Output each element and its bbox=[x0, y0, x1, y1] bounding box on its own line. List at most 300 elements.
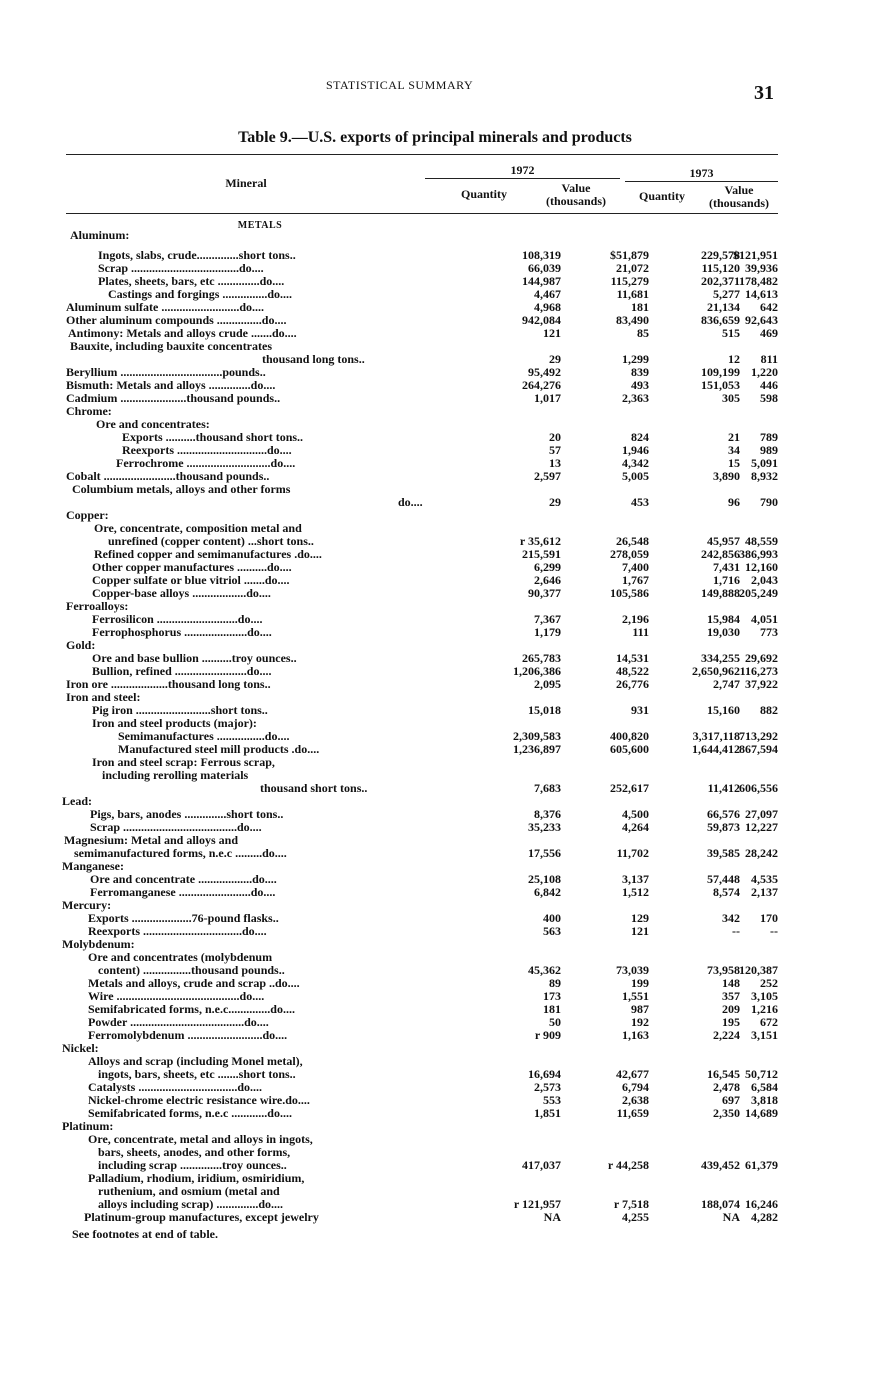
mineral-label: Ferrochrome ............................do.... bbox=[116, 456, 296, 470]
value-1973-cell: 598 bbox=[760, 391, 778, 405]
value-1973-cell: 8,932 bbox=[751, 469, 778, 483]
mineral-label: Bauxite, including bauxite concentrates bbox=[70, 339, 273, 353]
mineral-label: Copper: bbox=[66, 508, 109, 522]
table-row bbox=[62, 847, 778, 860]
quantity-1972-cell: 942,084 bbox=[522, 313, 561, 327]
quantity-1972-cell: 563 bbox=[543, 924, 561, 938]
quantity-1973-cell: 96 bbox=[728, 495, 740, 509]
value-1973-cell: 3,105 bbox=[751, 989, 778, 1003]
mineral-label: Ferrosilicon ...........................do.... bbox=[92, 612, 263, 626]
mineral-label: Plates, sheets, bars, etc ..............do.... bbox=[98, 274, 285, 288]
quantity-1973-cell: 2,224 bbox=[713, 1028, 740, 1042]
mineral-label: Exports ....................76-pound flasks.. bbox=[88, 911, 279, 925]
quantity-1972-cell: 2,597 bbox=[534, 469, 561, 483]
value-1973-cell: 1,216 bbox=[751, 1002, 778, 1016]
quantity-1973-cell: 305 bbox=[722, 391, 740, 405]
value-1973-cell: 29,692 bbox=[745, 651, 778, 665]
table-row bbox=[62, 678, 778, 691]
mineral-label: Refined copper and semimanufactures .do.... bbox=[94, 547, 322, 561]
column-header-quantity-1973: Quantity bbox=[638, 189, 685, 203]
quantity-1973-cell: 836,659 bbox=[701, 313, 740, 327]
quantity-1973-cell: 148 bbox=[722, 976, 740, 990]
mineral-label: Bismuth: Metals and alloys ..............do.... bbox=[66, 378, 276, 392]
value-1973-cell: 386,993 bbox=[739, 547, 778, 561]
value-1973-cell: 713,292 bbox=[739, 729, 778, 743]
value-1973-cell: 14,613 bbox=[745, 287, 778, 301]
mineral-label: Gold: bbox=[66, 638, 96, 652]
table-row bbox=[62, 782, 778, 795]
mineral-label: Lead: bbox=[62, 794, 92, 808]
quantity-1973-cell: NA bbox=[722, 1210, 740, 1224]
quantity-1972-cell: 181 bbox=[543, 1002, 561, 1016]
value-1973-cell: 2,043 bbox=[751, 573, 778, 587]
table-row bbox=[62, 392, 778, 405]
mineral-label: Semifabricated forms, n.e.c ............do.... bbox=[88, 1106, 292, 1120]
value-1973-cell: 672 bbox=[760, 1015, 778, 1029]
mineral-label: Ore and concentrates: bbox=[96, 417, 210, 431]
table-row bbox=[62, 769, 778, 782]
table-row bbox=[62, 496, 778, 509]
quantity-1972-cell: r 35,612 bbox=[519, 534, 561, 548]
value-1973-cell: 773 bbox=[760, 625, 778, 639]
value-1972-cell: r 44,258 bbox=[607, 1158, 649, 1172]
value-1972-cell: 199 bbox=[631, 976, 649, 990]
quantity-1973-cell: 16,545 bbox=[707, 1067, 740, 1081]
quantity-1973-cell: 1,716 bbox=[713, 573, 740, 587]
mineral-label: Semimanufactures ................do.... bbox=[118, 729, 290, 743]
mineral-label: Ore, concentrate, composition metal and bbox=[94, 521, 302, 535]
quantity-1972-cell: 20 bbox=[549, 430, 561, 444]
value-1972-cell: 2,196 bbox=[622, 612, 649, 626]
mineral-label: Platinum-group manufactures, except jewelry bbox=[84, 1210, 319, 1224]
quantity-1973-cell: 115,120 bbox=[701, 261, 740, 275]
mineral-label: Ferromanganese ........................do.... bbox=[90, 885, 276, 899]
mineral-label: Aluminum sulfate ..........................do.... bbox=[66, 300, 265, 314]
quantity-1973-cell: 202,371 bbox=[701, 274, 740, 288]
quantity-1972-cell: 8,376 bbox=[534, 807, 561, 821]
value-1973-cell: 4,535 bbox=[751, 872, 778, 886]
value-1972-cell: 21,072 bbox=[616, 261, 649, 275]
quantity-1973-cell: 15,160 bbox=[707, 703, 740, 717]
mineral-label: Magnesium: Metal and alloys and bbox=[64, 833, 239, 847]
quantity-1972-cell: 29 bbox=[549, 495, 561, 509]
quantity-1973-cell: 3,890 bbox=[713, 469, 740, 483]
table-row bbox=[62, 1029, 778, 1042]
value-1972-cell: 129 bbox=[631, 911, 649, 925]
value-1972-cell: 824 bbox=[631, 430, 649, 444]
value-1972-cell: $51,879 bbox=[610, 248, 649, 262]
quantity-1973-cell: 515 bbox=[722, 326, 740, 340]
quantity-1973-cell: 439,452 bbox=[701, 1158, 740, 1172]
column-header-quantity-1972: Quantity bbox=[460, 187, 507, 201]
value-label-line2: (thousands) bbox=[545, 194, 607, 208]
mineral-label: Platinum: bbox=[62, 1119, 114, 1133]
mineral-label: do.... bbox=[398, 495, 423, 509]
value-1973-cell: 178,482 bbox=[739, 274, 778, 288]
mineral-label: Catalysts .................................do.... bbox=[88, 1080, 263, 1094]
value-1972-cell: 4,264 bbox=[622, 820, 649, 834]
value-1973-cell: 867,594 bbox=[739, 742, 778, 756]
value-label-line1: Value bbox=[724, 183, 754, 197]
value-1973-cell: 37,922 bbox=[745, 677, 778, 691]
value-1972-cell: 2,363 bbox=[622, 391, 649, 405]
value-1972-cell: 14,531 bbox=[616, 651, 649, 665]
quantity-1973-cell: 7,431 bbox=[713, 560, 740, 574]
mineral-label: Wire .........................................do.... bbox=[88, 989, 265, 1003]
value-1972-cell: 605,600 bbox=[610, 742, 649, 756]
value-1973-cell: 92,643 bbox=[745, 313, 778, 327]
value-1973-cell: 252 bbox=[760, 976, 778, 990]
mineral-label: Antimony: Metals and alloys crude .......do.... bbox=[68, 326, 297, 340]
value-1972-cell: 6,794 bbox=[622, 1080, 649, 1094]
value-1972-cell: 105,586 bbox=[610, 586, 649, 600]
quantity-1973-cell: 12 bbox=[728, 352, 740, 366]
quantity-1972-cell: 417,037 bbox=[522, 1158, 561, 1172]
value-1973-cell: 48,559 bbox=[745, 534, 778, 548]
mineral-label: Ferrophosphorus .....................do.... bbox=[92, 625, 272, 639]
quantity-1972-cell: r 909 bbox=[534, 1028, 561, 1042]
quantity-1973-cell: 15 bbox=[728, 456, 740, 470]
column-header-value-1973 bbox=[696, 184, 782, 210]
value-1972-cell: 1,767 bbox=[622, 573, 649, 587]
value-1972-cell: 1,946 bbox=[622, 443, 649, 457]
mineral-label: Powder ......................................do.... bbox=[88, 1015, 269, 1029]
mineral-label: Ore and base bullion ..........troy ounces.. bbox=[92, 651, 297, 665]
quantity-1973-cell: 39,585 bbox=[707, 846, 740, 860]
mineral-label: Castings and forgings ...............do.... bbox=[108, 287, 293, 301]
table-top-rule bbox=[66, 154, 778, 155]
quantity-1972-cell: 1,179 bbox=[534, 625, 561, 639]
quantity-1972-cell: 215,591 bbox=[522, 547, 561, 561]
table-row bbox=[62, 1107, 778, 1120]
quantity-1972-cell: 95,492 bbox=[528, 365, 561, 379]
value-1973-cell: 116,273 bbox=[739, 664, 778, 678]
value-1972-cell: r 7,518 bbox=[613, 1197, 649, 1211]
quantity-1972-cell: 16,694 bbox=[528, 1067, 561, 1081]
mineral-label: Beryllium ..................................pounds.. bbox=[66, 365, 266, 379]
quantity-1973-cell: 209 bbox=[722, 1002, 740, 1016]
quantity-1973-cell: 34 bbox=[728, 443, 740, 457]
quantity-1972-cell: r 121,957 bbox=[513, 1197, 561, 1211]
quantity-1972-cell: NA bbox=[543, 1210, 561, 1224]
mineral-label: thousand short tons.. bbox=[260, 781, 368, 795]
quantity-1973-cell: 11,412 bbox=[707, 781, 740, 795]
quantity-1972-cell: 13 bbox=[549, 456, 561, 470]
quantity-1972-cell: 7,683 bbox=[534, 781, 561, 795]
mineral-label: ruthenium, and osmium (metal and bbox=[98, 1184, 280, 1198]
value-1972-cell: 26,776 bbox=[616, 677, 649, 691]
mineral-label: Reexports ..............................do.... bbox=[122, 443, 292, 457]
mineral-label: Semifabricated forms, n.e.c..............do.... bbox=[88, 1002, 295, 1016]
mineral-label: Nickel: bbox=[62, 1041, 99, 1055]
mineral-label: Scrap ......................................do.... bbox=[90, 820, 262, 834]
mineral-label: Iron and steel: bbox=[66, 690, 141, 704]
value-1972-cell: 26,548 bbox=[616, 534, 649, 548]
mineral-label: unrefined (copper content) ...short tons.. bbox=[108, 534, 314, 548]
mineral-label: Iron ore ...................thousand long tons.. bbox=[66, 677, 271, 691]
quantity-1973-cell: 109,199 bbox=[701, 365, 740, 379]
mineral-label: Reexports .................................do.... bbox=[88, 924, 267, 938]
quantity-1973-cell: 66,576 bbox=[707, 807, 740, 821]
value-1973-cell: 28,242 bbox=[745, 846, 778, 860]
value-1973-cell: 469 bbox=[760, 326, 778, 340]
mineral-label: bars, sheets, anodes, and other forms, bbox=[98, 1145, 291, 1159]
mineral-label: Iron and steel scrap: Ferrous scrap, bbox=[92, 755, 275, 769]
quantity-1973-cell: 697 bbox=[722, 1093, 740, 1107]
quantity-1972-cell: 15,018 bbox=[528, 703, 561, 717]
value-1973-cell: 6,584 bbox=[751, 1080, 778, 1094]
value-1973-cell: 27,097 bbox=[745, 807, 778, 821]
quantity-1972-cell: 121 bbox=[543, 326, 561, 340]
value-1973-cell: 882 bbox=[760, 703, 778, 717]
value-1972-cell: 121 bbox=[631, 924, 649, 938]
table-title: Table 9.—U.S. exports of principal minerals and products bbox=[238, 129, 632, 146]
value-1973-cell: 789 bbox=[760, 430, 778, 444]
quantity-1972-cell: 108,319 bbox=[522, 248, 561, 262]
value-1973-cell: 14,689 bbox=[745, 1106, 778, 1120]
value-1973-cell: 16,246 bbox=[745, 1197, 778, 1211]
value-1973-cell: 5,091 bbox=[751, 456, 778, 470]
value-1973-cell: 1,220 bbox=[751, 365, 778, 379]
value-1972-cell: 85 bbox=[637, 326, 649, 340]
mineral-label: Columbium metals, alloys and other forms bbox=[72, 482, 291, 496]
mineral-label: Palladium, rhodium, iridium, osmiridium, bbox=[88, 1171, 305, 1185]
value-1972-cell: 1,551 bbox=[622, 989, 649, 1003]
value-1972-cell: 931 bbox=[631, 703, 649, 717]
value-label-line1: Value bbox=[561, 181, 591, 195]
mineral-label: thousand long tons.. bbox=[262, 352, 365, 366]
value-1972-cell: 252,617 bbox=[610, 781, 649, 795]
quantity-1973-cell: 21,134 bbox=[707, 300, 740, 314]
quantity-1972-cell: 50 bbox=[549, 1015, 561, 1029]
quantity-1972-cell: 173 bbox=[543, 989, 561, 1003]
quantity-1972-cell: 264,276 bbox=[522, 378, 561, 392]
value-1972-cell: 1,163 bbox=[622, 1028, 649, 1042]
value-1972-cell: 42,677 bbox=[616, 1067, 649, 1081]
column-header-mineral: Mineral bbox=[225, 176, 267, 190]
quantity-1973-cell: 59,873 bbox=[707, 820, 740, 834]
quantity-1973-cell: 5,277 bbox=[713, 287, 740, 301]
mineral-label: Nickel-chrome electric resistance wire.do.... bbox=[88, 1093, 310, 1107]
quantity-1972-cell: 1,206,386 bbox=[513, 664, 561, 678]
value-1973-cell: 3,151 bbox=[751, 1028, 778, 1042]
mineral-label: Ferromolybdenum .........................do.... bbox=[88, 1028, 288, 1042]
quantity-1973-cell: 45,957 bbox=[707, 534, 740, 548]
value-1972-cell: 11,681 bbox=[616, 287, 649, 301]
quantity-1973-cell: 2,747 bbox=[713, 677, 740, 691]
value-1972-cell: 5,005 bbox=[622, 469, 649, 483]
quantity-1972-cell: 25,108 bbox=[528, 872, 561, 886]
quantity-1972-cell: 2,646 bbox=[534, 573, 561, 587]
quantity-1972-cell: 265,783 bbox=[522, 651, 561, 665]
value-1972-cell: 11,702 bbox=[616, 846, 649, 860]
quantity-1972-cell: 66,039 bbox=[528, 261, 561, 275]
value-1972-cell: 73,039 bbox=[616, 963, 649, 977]
table-row bbox=[62, 626, 778, 639]
quantity-1972-cell: 2,573 bbox=[534, 1080, 561, 1094]
quantity-1972-cell: 1,236,897 bbox=[513, 742, 561, 756]
value-1973-cell: 811 bbox=[760, 352, 778, 366]
quantity-1972-cell: 45,362 bbox=[528, 963, 561, 977]
mineral-label: Copper-base alloys ..................do.... bbox=[92, 586, 271, 600]
mineral-label: Copper sulfate or blue vitriol .......do.... bbox=[92, 573, 290, 587]
mineral-label: Cobalt ........................thousand pounds.. bbox=[66, 469, 270, 483]
value-1972-cell: 987 bbox=[631, 1002, 649, 1016]
value-1973-cell: 12,160 bbox=[745, 560, 778, 574]
quantity-1972-cell: 2,095 bbox=[534, 677, 561, 691]
mineral-label: including rerolling materials bbox=[102, 768, 249, 782]
quantity-1972-cell: 553 bbox=[543, 1093, 561, 1107]
value-1973-cell: 606,556 bbox=[739, 781, 778, 795]
quantity-1972-cell: 4,968 bbox=[534, 300, 561, 314]
quantity-1973-cell: 149,888 bbox=[701, 586, 740, 600]
value-1972-cell: 1,299 bbox=[622, 352, 649, 366]
quantity-1973-cell: 19,030 bbox=[707, 625, 740, 639]
mineral-label: Manganese: bbox=[62, 859, 124, 873]
header-bottom-rule bbox=[66, 213, 778, 214]
mineral-label: Iron and steel products (major): bbox=[92, 716, 257, 730]
mineral-label: including scrap ..............troy ounces.. bbox=[98, 1158, 287, 1172]
value-1972-cell: 1,512 bbox=[622, 885, 649, 899]
value-1972-cell: 839 bbox=[631, 365, 649, 379]
value-1973-cell: 642 bbox=[760, 300, 778, 314]
value-1972-cell: 192 bbox=[631, 1015, 649, 1029]
quantity-1973-cell: 15,984 bbox=[707, 612, 740, 626]
quantity-1973-cell: 73,958 bbox=[707, 963, 740, 977]
quantity-1972-cell: 90,377 bbox=[528, 586, 561, 600]
value-1973-cell: -- bbox=[770, 924, 778, 938]
mineral-label: Metals and alloys, crude and scrap ..do.... bbox=[88, 976, 300, 990]
quantity-1973-cell: 151,053 bbox=[701, 378, 740, 392]
page-header bbox=[0, 78, 870, 104]
value-1972-cell: 48,522 bbox=[616, 664, 649, 678]
value-1973-cell: $121,951 bbox=[733, 248, 778, 262]
value-1972-cell: 493 bbox=[631, 378, 649, 392]
quantity-1973-cell: 2,650,962 bbox=[692, 664, 740, 678]
mineral-label: semimanufactured forms, n.e.c .........do.... bbox=[74, 846, 287, 860]
quantity-1973-cell: 195 bbox=[722, 1015, 740, 1029]
mineral-label: Ore, concentrate, metal and alloys in ingots, bbox=[88, 1132, 313, 1146]
column-header-value-1972 bbox=[532, 182, 620, 208]
quantity-1972-cell: 6,842 bbox=[534, 885, 561, 899]
mineral-label: Scrap ....................................do.... bbox=[98, 261, 264, 275]
year-1973-rule bbox=[625, 181, 778, 182]
table-row bbox=[62, 340, 778, 353]
mineral-label: Cadmium ......................thousand pounds.. bbox=[66, 391, 281, 405]
value-1972-cell: 115,279 bbox=[610, 274, 649, 288]
quantity-1973-cell: 3,317,118 bbox=[692, 729, 740, 743]
footnote: See footnotes at end of table. bbox=[72, 1227, 218, 1241]
quantity-1973-cell: 1,644,412 bbox=[692, 742, 740, 756]
quantity-1973-cell: 334,255 bbox=[701, 651, 740, 665]
mineral-label: ingots, bars, sheets, etc .......short tons.. bbox=[98, 1067, 296, 1081]
table-row bbox=[62, 886, 778, 899]
quantity-1972-cell: 7,367 bbox=[534, 612, 561, 626]
mineral-label: Alloys and scrap (including Monel metal), bbox=[88, 1054, 303, 1068]
table-row bbox=[62, 925, 778, 938]
mineral-label: Chrome: bbox=[66, 404, 112, 418]
quantity-1973-cell: -- bbox=[732, 924, 740, 938]
quantity-1973-cell: 57,448 bbox=[707, 872, 740, 886]
quantity-1973-cell: 8,574 bbox=[713, 885, 740, 899]
quantity-1973-cell: 21 bbox=[728, 430, 740, 444]
quantity-1972-cell: 1,851 bbox=[534, 1106, 561, 1120]
mineral-label: Pig iron .........................short tons.. bbox=[92, 703, 268, 717]
column-header-1973: 1973 bbox=[689, 166, 714, 180]
value-1973-cell: 2,137 bbox=[751, 885, 778, 899]
quantity-1972-cell: 17,556 bbox=[528, 846, 561, 860]
quantity-1972-cell: 144,987 bbox=[522, 274, 561, 288]
value-1972-cell: 3,137 bbox=[622, 872, 649, 886]
year-1972-rule bbox=[425, 178, 620, 179]
mineral-label: Other copper manufactures ..........do.... bbox=[92, 560, 292, 574]
section-heading-metals: METALS bbox=[237, 220, 283, 231]
value-1972-cell: 11,659 bbox=[616, 1106, 649, 1120]
value-1973-cell: 989 bbox=[760, 443, 778, 457]
value-1972-cell: 4,255 bbox=[622, 1210, 649, 1224]
quantity-1972-cell: 57 bbox=[549, 443, 561, 457]
value-1972-cell: 4,500 bbox=[622, 807, 649, 821]
mineral-label: Ore and concentrate ..................do.... bbox=[90, 872, 277, 886]
page-number: 31 bbox=[754, 82, 774, 104]
quantity-1973-cell: 229,578 bbox=[701, 248, 740, 262]
value-1973-cell: 39,936 bbox=[745, 261, 778, 275]
quantity-1973-cell: 242,856 bbox=[701, 547, 740, 561]
value-1973-cell: 4,282 bbox=[751, 1210, 778, 1224]
mineral-label: alloys including scrap) ..............do.... bbox=[98, 1197, 284, 1211]
value-label-line2: (thousands) bbox=[708, 196, 770, 210]
quantity-1973-cell: 2,350 bbox=[713, 1106, 740, 1120]
quantity-1973-cell: 342 bbox=[722, 911, 740, 925]
value-1973-cell: 446 bbox=[760, 378, 778, 392]
quantity-1972-cell: 6,299 bbox=[534, 560, 561, 574]
mineral-label: Manufactured steel mill products .do.... bbox=[118, 742, 320, 756]
value-1973-cell: 205,249 bbox=[739, 586, 778, 600]
value-1972-cell: 400,820 bbox=[610, 729, 649, 743]
table-row bbox=[62, 1211, 778, 1224]
value-1972-cell: 111 bbox=[632, 625, 649, 639]
value-1972-cell: 181 bbox=[631, 300, 649, 314]
value-1973-cell: 120,387 bbox=[739, 963, 778, 977]
value-1973-cell: 3,818 bbox=[751, 1093, 778, 1107]
value-1972-cell: 453 bbox=[631, 495, 649, 509]
value-1973-cell: 4,051 bbox=[751, 612, 778, 626]
quantity-1972-cell: 1,017 bbox=[534, 391, 561, 405]
value-1973-cell: 50,712 bbox=[745, 1067, 778, 1081]
mineral-label: Aluminum: bbox=[70, 228, 130, 242]
quantity-1972-cell: 4,467 bbox=[534, 287, 561, 301]
value-1972-cell: 7,400 bbox=[622, 560, 649, 574]
mineral-label: content) ................thousand pounds.. bbox=[98, 963, 285, 977]
mineral-label: Exports ..........thousand short tons.. bbox=[122, 430, 304, 444]
mineral-label: Molybdenum: bbox=[62, 937, 135, 951]
quantity-1973-cell: 357 bbox=[722, 989, 740, 1003]
value-1972-cell: 2,638 bbox=[622, 1093, 649, 1107]
value-1973-cell: 61,379 bbox=[745, 1158, 778, 1172]
quantity-1972-cell: 29 bbox=[549, 352, 561, 366]
value-1972-cell: 83,490 bbox=[616, 313, 649, 327]
value-1973-cell: 790 bbox=[760, 495, 778, 509]
mineral-label: Mercury: bbox=[62, 898, 112, 912]
quantity-1973-cell: 2,478 bbox=[713, 1080, 740, 1094]
mineral-label: Bullion, refined ........................do.... bbox=[92, 664, 272, 678]
mineral-label: Pigs, bars, anodes ..............short tons.. bbox=[90, 807, 284, 821]
mineral-label: Other aluminum compounds ...............do.... bbox=[66, 313, 287, 327]
mineral-label: Ferroalloys: bbox=[66, 599, 129, 613]
quantity-1972-cell: 2,309,583 bbox=[513, 729, 561, 743]
quantity-1972-cell: 400 bbox=[543, 911, 561, 925]
value-1972-cell: 278,059 bbox=[610, 547, 649, 561]
